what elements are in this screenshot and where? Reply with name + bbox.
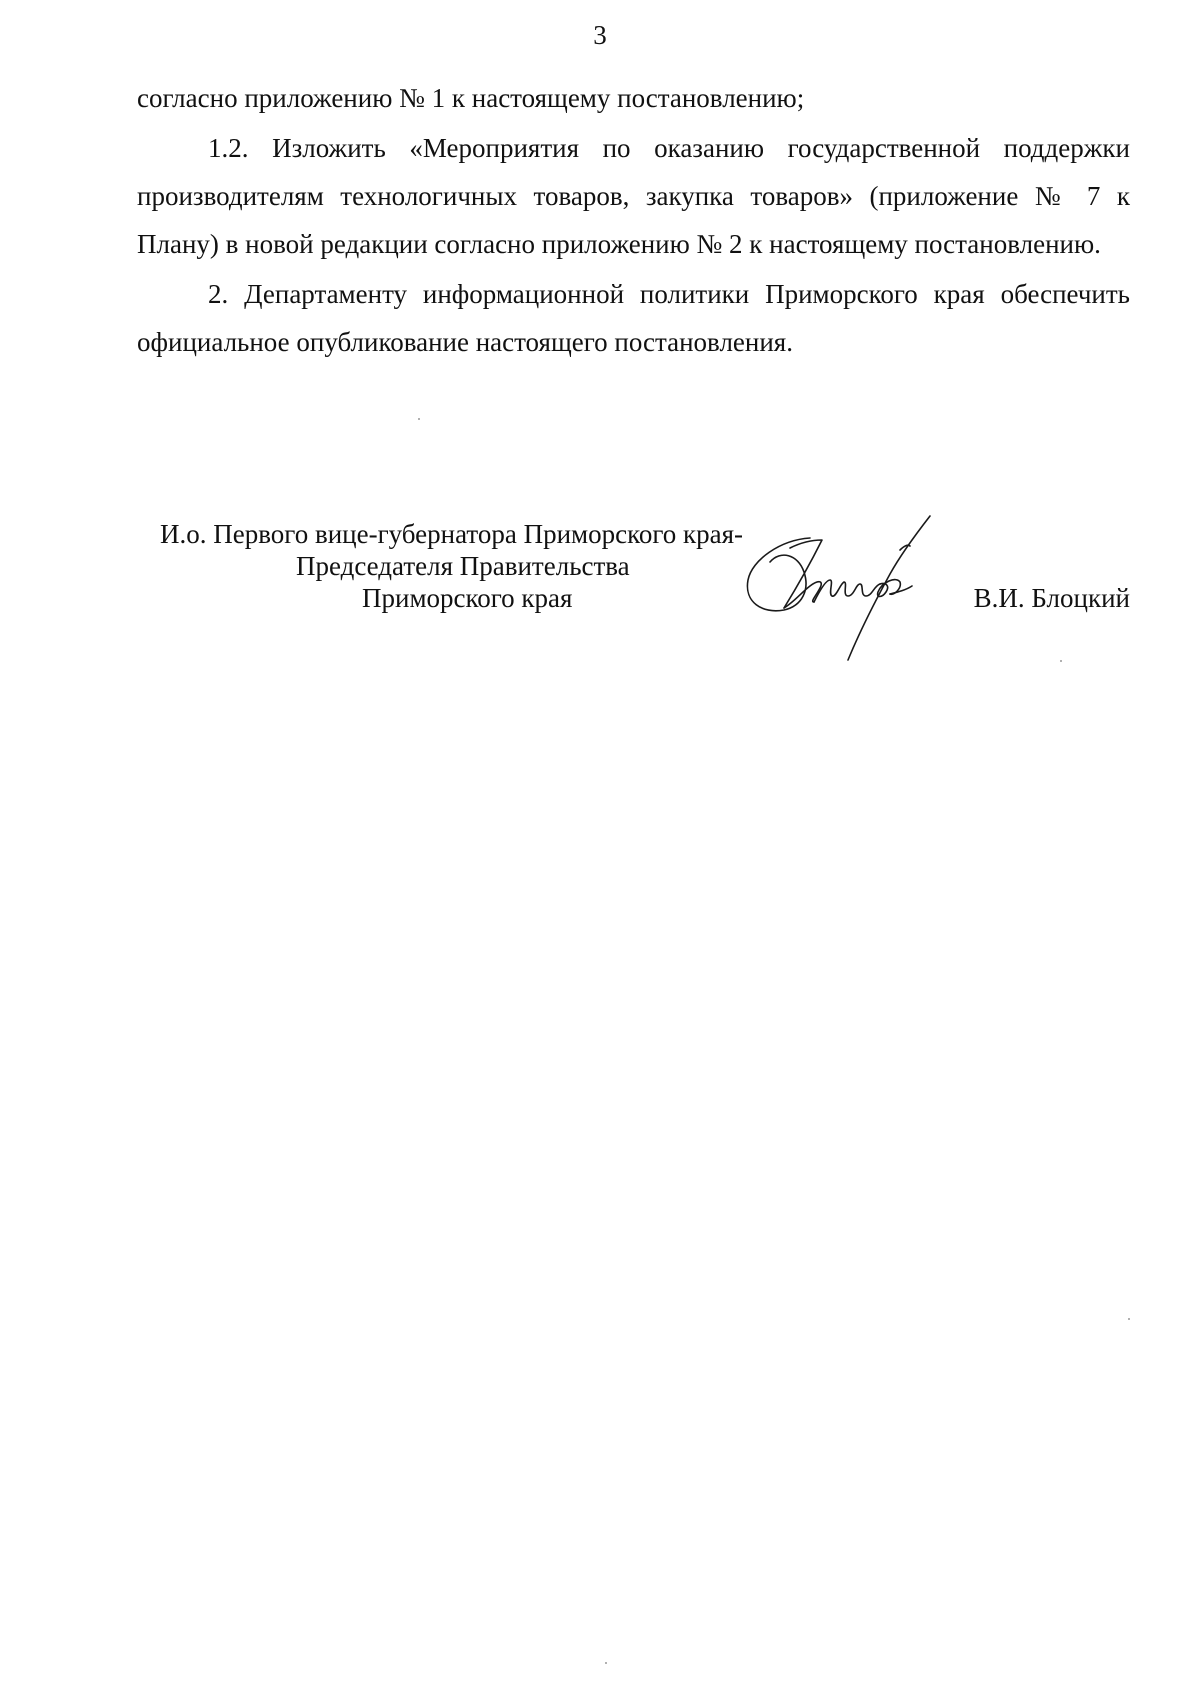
handwritten-signature bbox=[740, 510, 950, 680]
signature-block bbox=[150, 518, 1130, 668]
signatory-title-line-2: Председателя Правительства bbox=[296, 551, 630, 581]
paragraph-item-1-2: 1.2. Изложить «Мероприятия по оказанию государственной поддержки производителям технологичных товаров, закупка товаров» (приложение № 7 к Плану) в новой редакции согласно приложению № 2 к настоящему постановлению. bbox=[137, 133, 1130, 259]
scan-speck bbox=[418, 418, 420, 420]
paragraph-continuation: согласно приложению № 1 к настоящему постановлению; bbox=[137, 83, 805, 113]
page-number: 3 bbox=[593, 20, 607, 50]
paragraph-item-2: 2. Департаменту информационной политики Приморского края обеспечить официальное опубликование настоящего постановления. bbox=[137, 279, 1130, 357]
scan-speck bbox=[1128, 1318, 1130, 1320]
document-body bbox=[137, 74, 1130, 366]
scan-speck bbox=[1060, 660, 1062, 662]
signatory-title-line-1: И.о. Первого вице-губернатора Приморского края- bbox=[160, 519, 743, 549]
signatory-title-line-3: Приморского края bbox=[362, 583, 573, 613]
scan-speck bbox=[605, 1662, 607, 1664]
signatory-name: В.И. Блоцкий bbox=[973, 583, 1130, 613]
